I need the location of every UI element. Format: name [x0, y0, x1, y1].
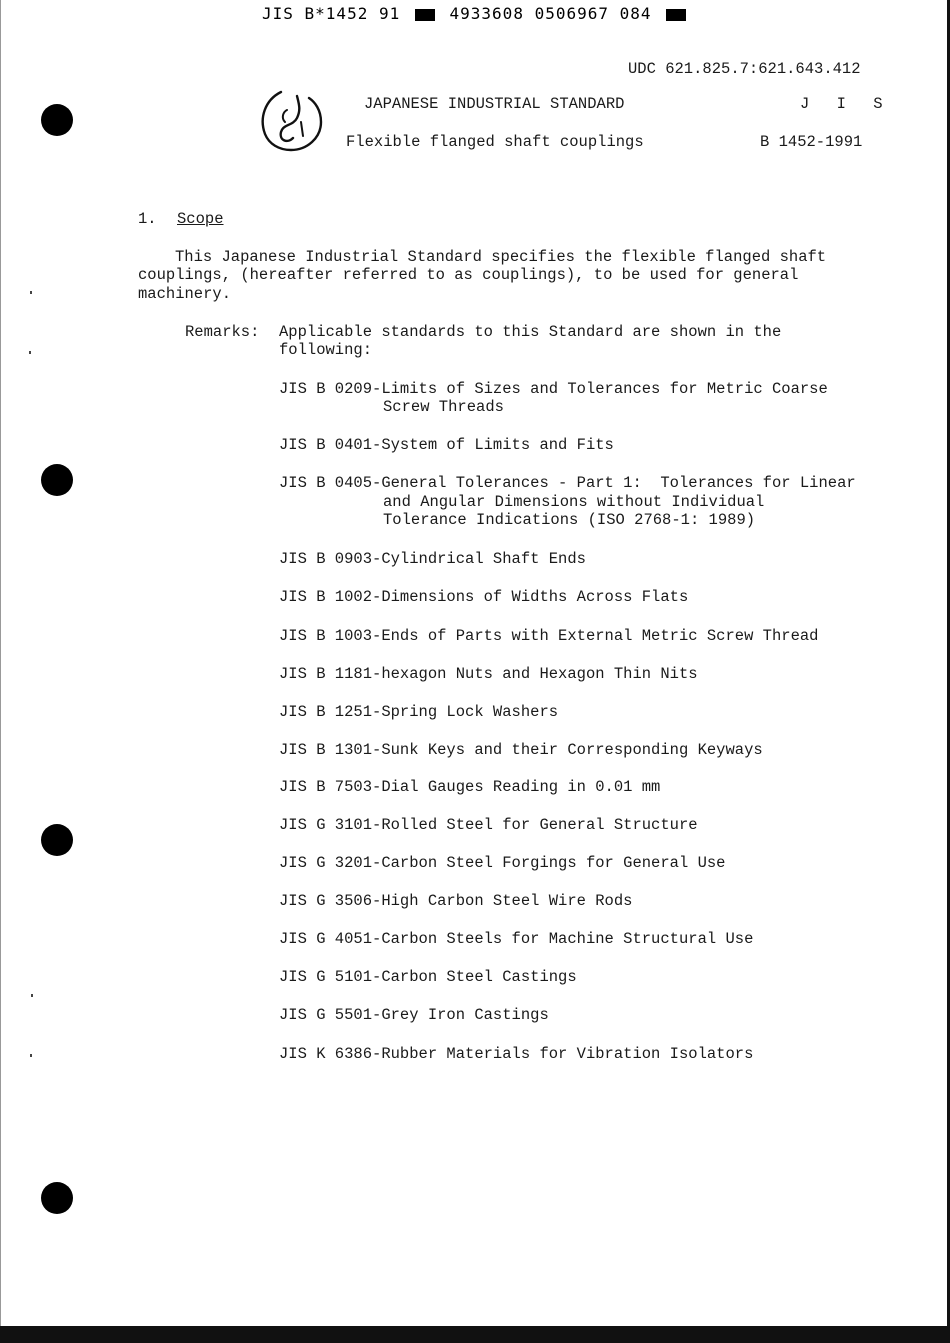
scope-para-line-3: machinery.: [138, 285, 232, 303]
remarks-line-2: following:: [279, 341, 373, 359]
standard-item-b0209-cont: Screw Threads: [383, 398, 504, 416]
standard-item-b1003: JIS B 1003-Ends of Parts with External Metric Screw Thread: [279, 627, 819, 645]
barcode-block-icon: [666, 9, 686, 21]
standard-item-g3101: JIS G 3101-Rolled Steel for General Structure: [279, 816, 698, 834]
standard-item-b0405: JIS B 0405-General Tolerances - Part 1: Tolerances for Linear: [279, 474, 856, 492]
remarks-label: Remarks:: [185, 323, 260, 341]
scan-speck: [30, 291, 32, 294]
standard-item-b1002: JIS B 1002-Dimensions of Widths Across Flats: [279, 588, 689, 606]
header-code-part2: 4933608 0506967 084: [449, 4, 652, 23]
standard-item-b7503: JIS B 7503-Dial Gauges Reading in 0.01 mm: [279, 778, 661, 796]
standard-item-b0903: JIS B 0903-Cylindrical Shaft Ends: [279, 550, 586, 568]
remarks-line-1: Applicable standards to this Standard are shown in the: [279, 323, 782, 341]
standard-number: B 1452-1991: [760, 133, 863, 151]
scan-speck: [30, 1054, 32, 1057]
standard-item-k6386: JIS K 6386-Rubber Materials for Vibration Isolators: [279, 1045, 754, 1063]
standard-item-g4051: JIS G 4051-Carbon Steels for Machine Structural Use: [279, 930, 754, 948]
jis-logo-icon: [257, 88, 327, 154]
document-title: Flexible flanged shaft couplings: [346, 133, 644, 151]
standard-item-b1181: JIS B 1181-hexagon Nuts and Hexagon Thin Nits: [279, 665, 698, 683]
standard-item-b0401: JIS B 0401-System of Limits and Fits: [279, 436, 614, 454]
scan-speck: [29, 351, 31, 354]
punch-hole-2: [41, 464, 73, 496]
standard-abbr: J I S: [800, 95, 892, 113]
standard-item-b1301: JIS B 1301-Sunk Keys and their Corresponding Keyways: [279, 741, 763, 759]
standard-item-b1251: JIS B 1251-Spring Lock Washers: [279, 703, 559, 721]
scope-para-line-1: This Japanese Industrial Standard specifies the flexible flanged shaft: [175, 248, 827, 266]
standard-item-g5501: JIS G 5501-Grey Iron Castings: [279, 1006, 549, 1024]
standard-item-g3201: JIS G 3201-Carbon Steel Forgings for General Use: [279, 854, 726, 872]
barcode-block-icon: [415, 9, 435, 21]
punch-hole-1: [41, 104, 73, 136]
page-left-edge: [0, 0, 1, 1343]
scan-speck: [31, 994, 33, 997]
punch-hole-4: [41, 1182, 73, 1214]
scope-para-line-2: couplings, (hereafter referred to as couplings), to be used for general: [138, 266, 799, 284]
section-heading: Scope: [177, 210, 224, 228]
section-number: 1.: [138, 210, 157, 228]
scan-bottom-bar: [0, 1326, 950, 1343]
udc-code: UDC 621.825.7:621.643.412: [628, 60, 861, 78]
standard-item-b0405-cont-1: and Angular Dimensions without Individual: [383, 493, 765, 511]
standard-item-g5101: JIS G 5101-Carbon Steel Castings: [279, 968, 577, 986]
standard-item-g3506: JIS G 3506-High Carbon Steel Wire Rods: [279, 892, 633, 910]
punch-hole-3: [41, 824, 73, 856]
header-code-line: [262, 4, 690, 23]
standard-org: JAPANESE INDUSTRIAL STANDARD: [364, 95, 625, 113]
standard-item-b0405-cont-2: Tolerance Indications (ISO 2768-1: 1989): [383, 511, 756, 529]
header-code-part1: JIS B*1452 91: [262, 4, 401, 23]
standard-item-b0209: JIS B 0209-Limits of Sizes and Tolerances for Metric Coarse: [279, 380, 828, 398]
